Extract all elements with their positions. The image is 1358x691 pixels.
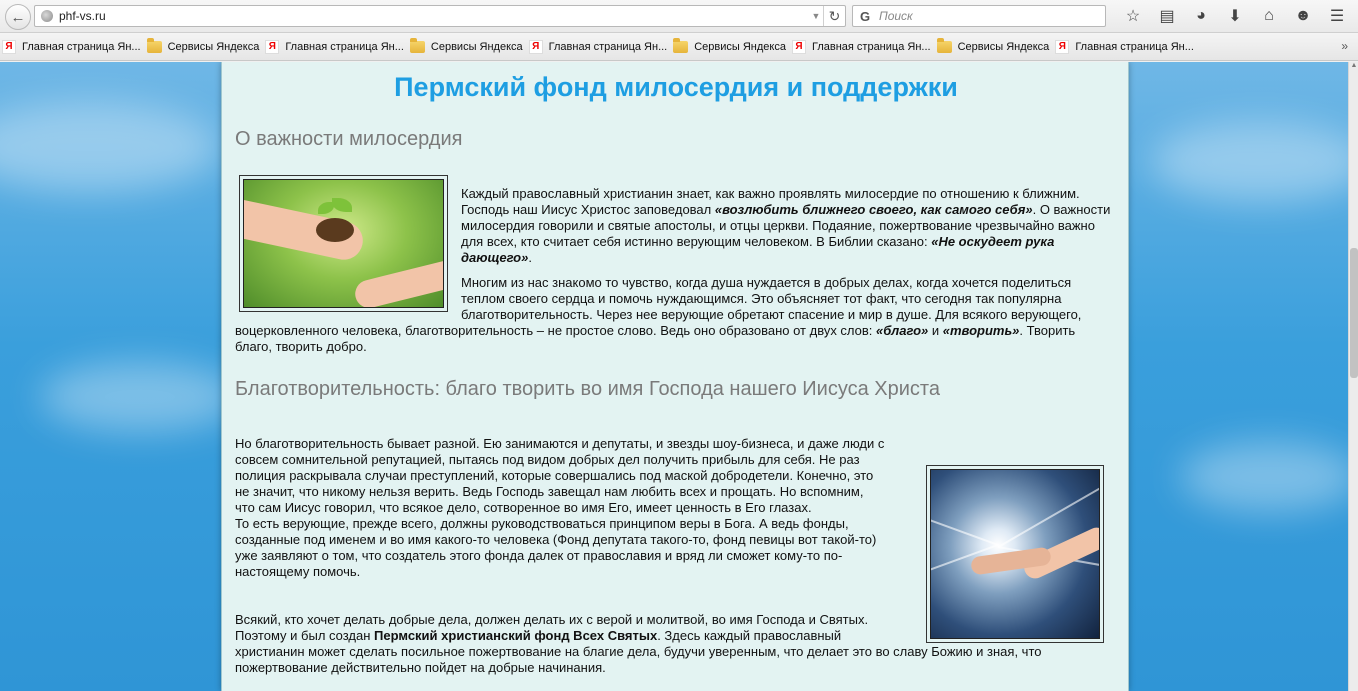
page-viewport bbox=[0, 62, 1348, 691]
globe-icon bbox=[41, 10, 53, 22]
chevron-down-icon[interactable]: ▼ bbox=[811, 11, 821, 21]
yandex-icon: Я bbox=[265, 40, 279, 54]
section1-text bbox=[235, 186, 1115, 364]
paragraph: Всякий, кто хочет делать добрые дела, должен делать их с верой и молитвой, во имя Господа и Святых. Поэтому и был создан Пермский христианский фонд Всех Святых. Здесь каждый православный христианин может сделать посильное пожертвование на благие дела, будучи уверенным, что делает это во славу Божию и зная, что пожертвование действительно пойдет на добрые начинания. bbox=[235, 612, 1042, 675]
folder-icon bbox=[410, 41, 425, 53]
back-button[interactable] bbox=[5, 4, 31, 30]
search-input[interactable] bbox=[852, 5, 1106, 27]
section-heading-mercy: О важности милосердия bbox=[235, 128, 463, 150]
bookmark-folder[interactable]: Сервисы Яндекса bbox=[937, 41, 1050, 53]
bookmark-item[interactable]: Я Главная страница Ян... bbox=[1055, 40, 1194, 54]
yandex-icon: Я bbox=[792, 40, 806, 54]
bookmarks-bar bbox=[0, 33, 1358, 61]
section2-text bbox=[235, 436, 885, 580]
bookmark-item[interactable]: Я Главная страница Ян... bbox=[529, 40, 668, 54]
section2-closing-text bbox=[235, 612, 1115, 676]
yandex-icon: Я bbox=[2, 40, 16, 54]
download-icon[interactable]: ⬇ bbox=[1228, 8, 1242, 25]
paragraph: То есть верующие, прежде всего, должны руководствоваться принципом веры в Бога. А ведь фонды, созданные под именем и во имя какого-то человека (Фонд депутата такого-то, фонд певицы вот такой-то) уже заявляют о том, что создатель этого фонда далек от православия и вряд ли сможет кому-то по-настоящему помочь. bbox=[235, 516, 877, 579]
page-title: Пермский фонд милосердия и поддержки bbox=[394, 72, 958, 102]
url-text[interactable]: phf-vs.ru bbox=[59, 9, 106, 23]
background-cloud bbox=[1180, 442, 1348, 512]
chat-icon[interactable]: ☻ bbox=[1294, 7, 1312, 24]
address-bar[interactable] bbox=[34, 5, 846, 27]
vertical-scrollbar[interactable] bbox=[1348, 62, 1358, 691]
yandex-icon: Я bbox=[1055, 40, 1069, 54]
background-cloud bbox=[0, 102, 220, 192]
menu-icon[interactable]: ☰ bbox=[1329, 8, 1345, 25]
section-heading-charity: Благотворительность: благо творить во имя Господа нашего Иисуса Христа bbox=[235, 378, 940, 400]
star-icon[interactable]: ☆ bbox=[1125, 8, 1141, 25]
bookmark-item[interactable]: Я Главная страница Ян... bbox=[265, 40, 404, 54]
search-engine-icon[interactable]: G bbox=[859, 8, 871, 24]
background-cloud bbox=[40, 362, 240, 432]
bookmark-item[interactable]: Я Главная страница Ян... bbox=[2, 40, 141, 54]
folder-icon bbox=[673, 41, 688, 53]
home-icon[interactable]: ⌂ bbox=[1264, 7, 1274, 24]
background-cloud bbox=[1150, 122, 1348, 202]
refresh-icon[interactable]: ↻ bbox=[823, 6, 845, 26]
paragraph: Многим из нас знакомо то чувство, когда душа нуждается в добрых делах, когда хочется поделиться теплом своего сердца и помочь нуждающимся. Это объясняет тот факт, что сегодня так популярна благотворительность. Через нее верующие обретают спасение и мир в душе. Для всякого верующего, воцерковленного человека, благотворительность – не простое слово. Ведь оно образовано от двух слов: «благо» и «творить». Творить благо, творить добро. bbox=[235, 275, 1082, 354]
toolbar-icons bbox=[1116, 5, 1354, 27]
scroll-up-icon[interactable]: ▲ bbox=[1350, 62, 1358, 69]
yandex-icon: Я bbox=[529, 40, 543, 54]
bookmarks-overflow-icon[interactable]: » bbox=[1341, 39, 1348, 53]
back-arrow-icon: ← bbox=[10, 8, 26, 26]
content-area bbox=[221, 62, 1129, 691]
bookmark-folder[interactable]: Сервисы Яндекса bbox=[673, 41, 786, 53]
bookmark-folder[interactable]: Сервисы Яндекса bbox=[410, 41, 523, 53]
paragraph: Каждый православный христианин знает, как важно проявлять милосердие по отношению к ближним. Господь наш Иисус Христос заповедовал «возлюбить ближнего своего, как самого себя». О важности милосердия говорили и святые апостолы, и отцы церкви. Подаяние, пожертвование чрезвычайно важно для всех, кто считает себя истинно верующим человеком. В Библии сказано: «Не оскудеет рука дающего». bbox=[461, 186, 1111, 265]
pocket-icon[interactable]: ◕ bbox=[1196, 7, 1206, 24]
bookmark-item[interactable]: Я Главная страница Ян... bbox=[792, 40, 931, 54]
paragraph: Но благотворительность бывает разной. Ею занимаются и депутаты, и звезды шоу-бизнеса, и даже люди с совсем сомнительной репутацией, пытаясь под видом добрых дел получить прибыль для себя. Не раз полиция раскрывала случаи преступлений, которые совершались под маской добродетели. Конечно, это не значит, что никому нельзя верить. Ведь Господь завещал нам любить всех и прощать. Но вспомним, что сам Иисус говорил, что всякое дело, сотворенное во имя Его, имеет ценность в Его глазах. bbox=[235, 436, 885, 515]
bookmark-folder[interactable]: Сервисы Яндекса bbox=[147, 41, 260, 53]
scrollbar-thumb[interactable] bbox=[1350, 248, 1358, 378]
folder-icon bbox=[147, 41, 162, 53]
browser-toolbar bbox=[0, 0, 1358, 33]
fund-name: Пермский христианский фонд Всех Святых bbox=[374, 628, 658, 643]
folder-icon bbox=[937, 41, 952, 53]
search-placeholder: Поиск bbox=[879, 9, 913, 23]
reading-list-icon[interactable]: ▤ bbox=[1159, 8, 1175, 25]
